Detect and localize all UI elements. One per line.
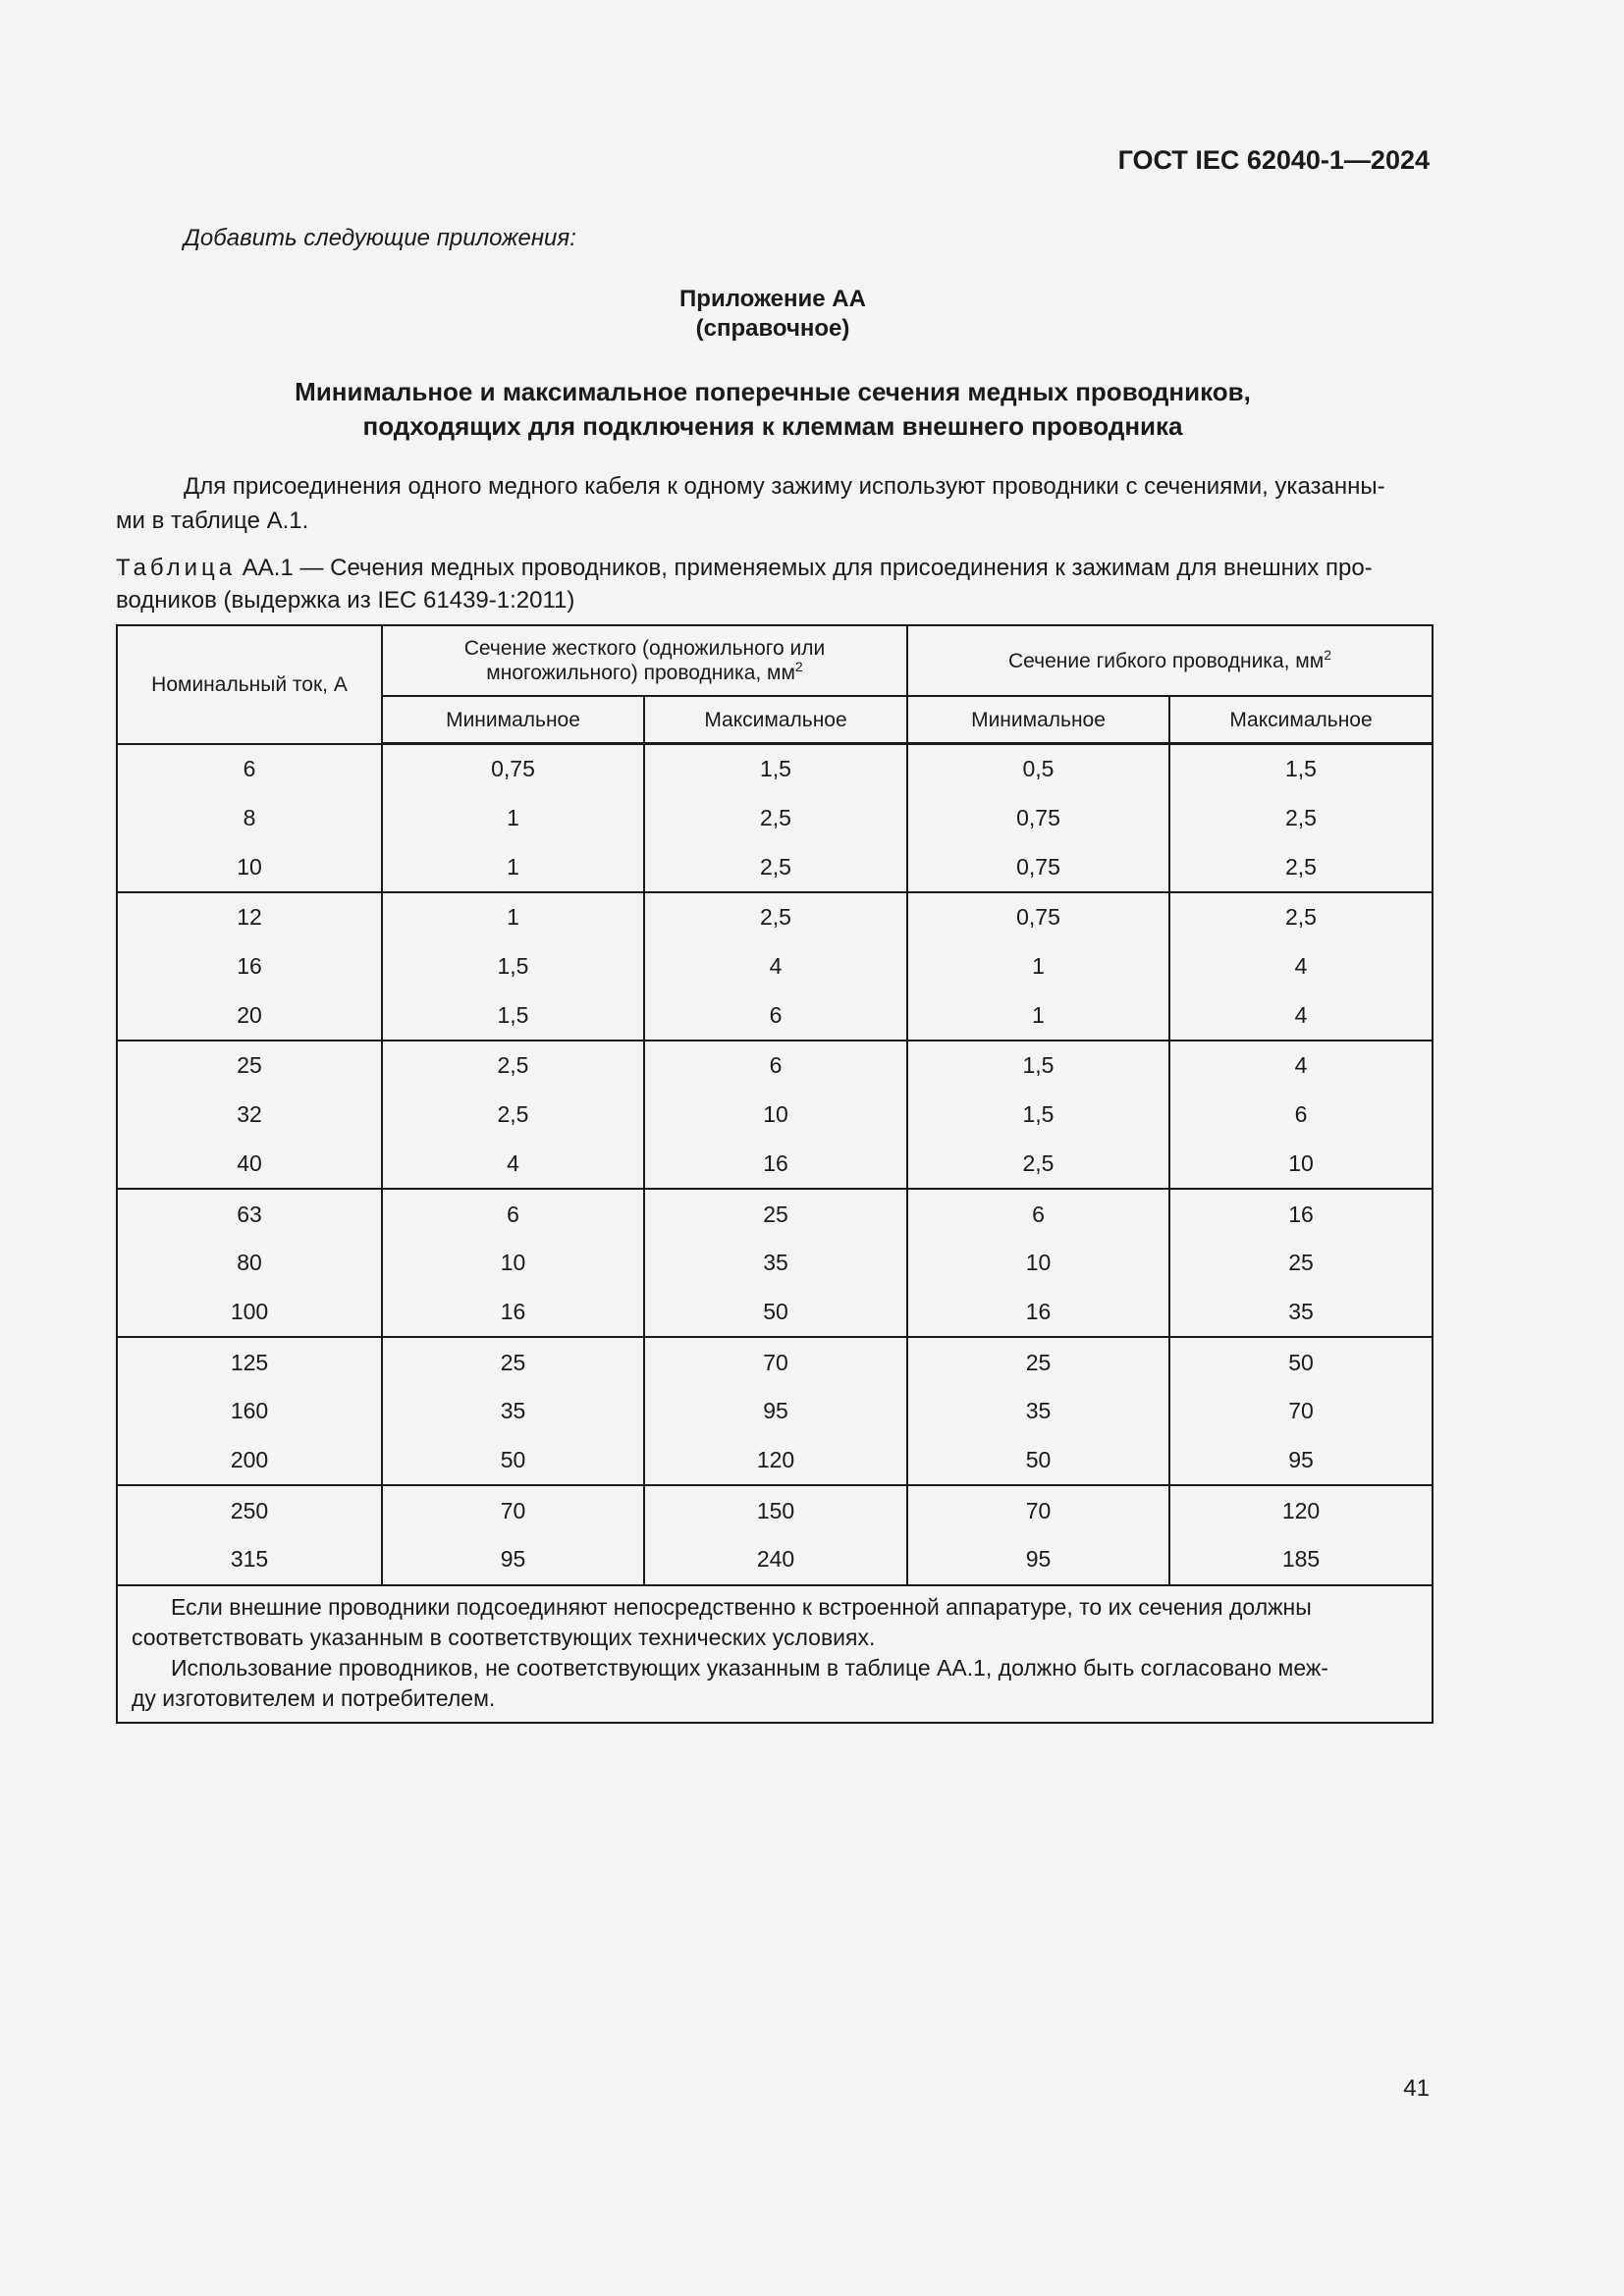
cell-rigid-min: 50 — [382, 1436, 644, 1486]
cell-flexible-max: 25 — [1169, 1239, 1433, 1288]
cell-flexible-min: 6 — [907, 1189, 1169, 1239]
cell-rated-current: 10 — [117, 842, 382, 892]
cell-rigid-max: 16 — [644, 1140, 907, 1190]
table-row — [117, 1535, 1433, 1585]
cell-rigid-min: 35 — [382, 1387, 644, 1436]
cell-flexible-max: 4 — [1169, 1041, 1433, 1091]
cell-rated-current: 25 — [117, 1041, 382, 1091]
cell-flexible-min: 0,75 — [907, 892, 1169, 942]
cell-rigid-max: 2,5 — [644, 842, 907, 892]
cell-flexible-min: 0,5 — [907, 744, 1169, 794]
appendix-title — [116, 285, 1430, 344]
caption-line-1 — [116, 552, 1430, 584]
cell-flexible-max: 4 — [1169, 942, 1433, 991]
cell-flexible-min: 10 — [907, 1239, 1169, 1288]
cell-rated-current: 100 — [117, 1288, 382, 1338]
cell-rated-current: 250 — [117, 1485, 382, 1535]
intro-text: Добавить следующие приложения: — [184, 225, 576, 251]
cell-rigid-max: 70 — [644, 1337, 907, 1387]
cell-flexible-min: 95 — [907, 1535, 1169, 1585]
cell-rigid-max: 240 — [644, 1535, 907, 1585]
cell-rated-current: 40 — [117, 1140, 382, 1190]
cell-flexible-min: 1,5 — [907, 1091, 1169, 1140]
cell-rated-current: 16 — [117, 942, 382, 991]
table-row — [117, 1485, 1433, 1535]
cell-rigid-max: 6 — [644, 990, 907, 1041]
table-row — [117, 1337, 1433, 1387]
conductor-table — [116, 624, 1434, 1724]
cell-flexible-max: 1,5 — [1169, 744, 1433, 794]
note-line-3: Использование проводников, не соответствующих указанным в таблице АА.1, должно быть согласовано меж- — [171, 1654, 1328, 1681]
appendix-name: Приложение АА — [679, 286, 866, 312]
table-row — [117, 794, 1433, 843]
paragraph-line-2: ми в таблице А.1. — [116, 507, 309, 534]
table-row — [117, 842, 1433, 892]
cell-rigid-min: 2,5 — [382, 1041, 644, 1091]
subheader-rigid-min: Минимальное — [382, 696, 644, 744]
table-caption — [116, 552, 1430, 616]
body-paragraph — [116, 469, 1430, 538]
cell-rigid-min: 0,75 — [382, 744, 644, 794]
cell-flexible-min: 1 — [907, 942, 1169, 991]
paragraph-line-1: Для присоединения одного медного кабеля к одному зажиму используют проводники с сечениями, указанны- — [184, 473, 1385, 500]
cell-flexible-max: 95 — [1169, 1436, 1433, 1486]
cell-rated-current: 6 — [117, 744, 382, 794]
table-note-row — [117, 1585, 1433, 1723]
cell-flexible-max: 50 — [1169, 1337, 1433, 1387]
table-row — [117, 1189, 1433, 1239]
cell-rigid-max: 95 — [644, 1387, 907, 1436]
cell-rigid-max: 6 — [644, 1041, 907, 1091]
cell-flexible-max: 10 — [1169, 1140, 1433, 1190]
cell-flexible-min: 16 — [907, 1288, 1169, 1338]
cell-rated-current: 20 — [117, 990, 382, 1041]
appendix-type: (справочное) — [695, 315, 850, 342]
cell-flexible-max: 70 — [1169, 1387, 1433, 1436]
cell-rigid-min: 1,5 — [382, 990, 644, 1041]
table-row — [117, 1091, 1433, 1140]
cell-rigid-min: 70 — [382, 1485, 644, 1535]
page-number: 41 — [1403, 2075, 1430, 2102]
cell-flexible-min: 1,5 — [907, 1041, 1169, 1091]
table-row — [117, 744, 1433, 794]
cell-rated-current: 125 — [117, 1337, 382, 1387]
cell-rigid-max: 25 — [644, 1189, 907, 1239]
subheader-flexible-min: Минимальное — [907, 696, 1169, 744]
cell-flexible-max: 120 — [1169, 1485, 1433, 1535]
cell-rigid-max: 10 — [644, 1091, 907, 1140]
table-row — [117, 1041, 1433, 1091]
table-row — [117, 990, 1433, 1041]
cell-flexible-min: 1 — [907, 990, 1169, 1041]
cell-rated-current: 160 — [117, 1387, 382, 1436]
cell-flexible-min: 35 — [907, 1387, 1169, 1436]
table-row — [117, 1239, 1433, 1288]
cell-flexible-min: 2,5 — [907, 1140, 1169, 1190]
cell-rigid-max: 4 — [644, 942, 907, 991]
cell-rated-current: 200 — [117, 1436, 382, 1486]
cell-flexible-min: 0,75 — [907, 794, 1169, 843]
cell-rigid-min: 1,5 — [382, 942, 644, 991]
cell-flexible-max: 2,5 — [1169, 794, 1433, 843]
table-row — [117, 1140, 1433, 1190]
note-line-2: соответствовать указанным в соответствующих технических условиях. — [132, 1624, 876, 1650]
cell-flexible-max: 185 — [1169, 1535, 1433, 1585]
heading-line-2: подходящих для подключения к клеммам внешнего проводника — [362, 411, 1183, 441]
note-line-1: Если внешние проводники подсоединяют непосредственно к встроенной аппаратуре, то их сечения должны — [171, 1593, 1312, 1620]
header-rigid-conductor: Сечение жесткого (одножильного или многожильного) проводника, $мм^2$ — [382, 625, 907, 696]
header-rated-current: Номинальный ток, А — [117, 625, 382, 744]
table-body — [117, 744, 1433, 1723]
cell-rigid-max: 120 — [644, 1436, 907, 1486]
table-row — [117, 1387, 1433, 1436]
cell-flexible-max: 16 — [1169, 1189, 1433, 1239]
header-flexible-conductor: Сечение гибкого проводника, $мм^2$ — [907, 625, 1433, 696]
cell-rigid-min: 10 — [382, 1239, 644, 1288]
cell-rigid-min: 25 — [382, 1337, 644, 1387]
table-note — [117, 1585, 1433, 1723]
table-row — [117, 1436, 1433, 1486]
cell-rigid-max: 35 — [644, 1239, 907, 1288]
cell-flexible-max: 2,5 — [1169, 892, 1433, 942]
caption-text: АА.1 — Сечения медных проводников, применяемых для присоединения к зажимам для внешних про- — [236, 555, 1373, 581]
caption-label: Таблица — [116, 555, 237, 581]
heading-line-1: Минимальное и максимальное поперечные сечения медных проводников, — [295, 377, 1251, 406]
cell-rated-current: 315 — [117, 1535, 382, 1585]
cell-rated-current: 32 — [117, 1091, 382, 1140]
table-header-row — [117, 625, 1433, 696]
cell-rigid-min: 2,5 — [382, 1091, 644, 1140]
table-row — [117, 892, 1433, 942]
cell-rigid-min: 1 — [382, 892, 644, 942]
cell-rigid-min: 1 — [382, 794, 644, 843]
cell-flexible-min: 0,75 — [907, 842, 1169, 892]
section-heading — [116, 375, 1430, 444]
table-row — [117, 1288, 1433, 1338]
document-header: ГОСТ IEC 62040-1—2024 — [1117, 145, 1430, 175]
cell-rigid-min: 6 — [382, 1189, 644, 1239]
subheader-flexible-max: Максимальное — [1169, 696, 1433, 744]
cell-flexible-max: 4 — [1169, 990, 1433, 1041]
cell-rigid-max: 2,5 — [644, 892, 907, 942]
cell-flexible-max: 2,5 — [1169, 842, 1433, 892]
cell-rigid-min: 16 — [382, 1288, 644, 1338]
cell-rated-current: 63 — [117, 1189, 382, 1239]
cell-rigid-min: 1 — [382, 842, 644, 892]
cell-flexible-max: 6 — [1169, 1091, 1433, 1140]
caption-line-2: водников (выдержка из IEC 61439-1:2011) — [116, 587, 575, 614]
cell-rated-current: 12 — [117, 892, 382, 942]
cell-flexible-max: 35 — [1169, 1288, 1433, 1338]
subheader-rigid-max: Максимальное — [644, 696, 907, 744]
cell-rigid-min: 95 — [382, 1535, 644, 1585]
cell-rigid-max: 2,5 — [644, 794, 907, 843]
cell-rigid-max: 150 — [644, 1485, 907, 1535]
note-line-4: ду изготовителем и потребителем. — [132, 1684, 496, 1711]
cell-flexible-min: 25 — [907, 1337, 1169, 1387]
cell-rated-current: 8 — [117, 794, 382, 843]
cell-rigid-max: 50 — [644, 1288, 907, 1338]
cell-rated-current: 80 — [117, 1239, 382, 1288]
cell-rigid-max: 1,5 — [644, 744, 907, 794]
cell-flexible-min: 50 — [907, 1436, 1169, 1486]
table-row — [117, 942, 1433, 991]
cell-rigid-min: 4 — [382, 1140, 644, 1190]
cell-flexible-min: 70 — [907, 1485, 1169, 1535]
